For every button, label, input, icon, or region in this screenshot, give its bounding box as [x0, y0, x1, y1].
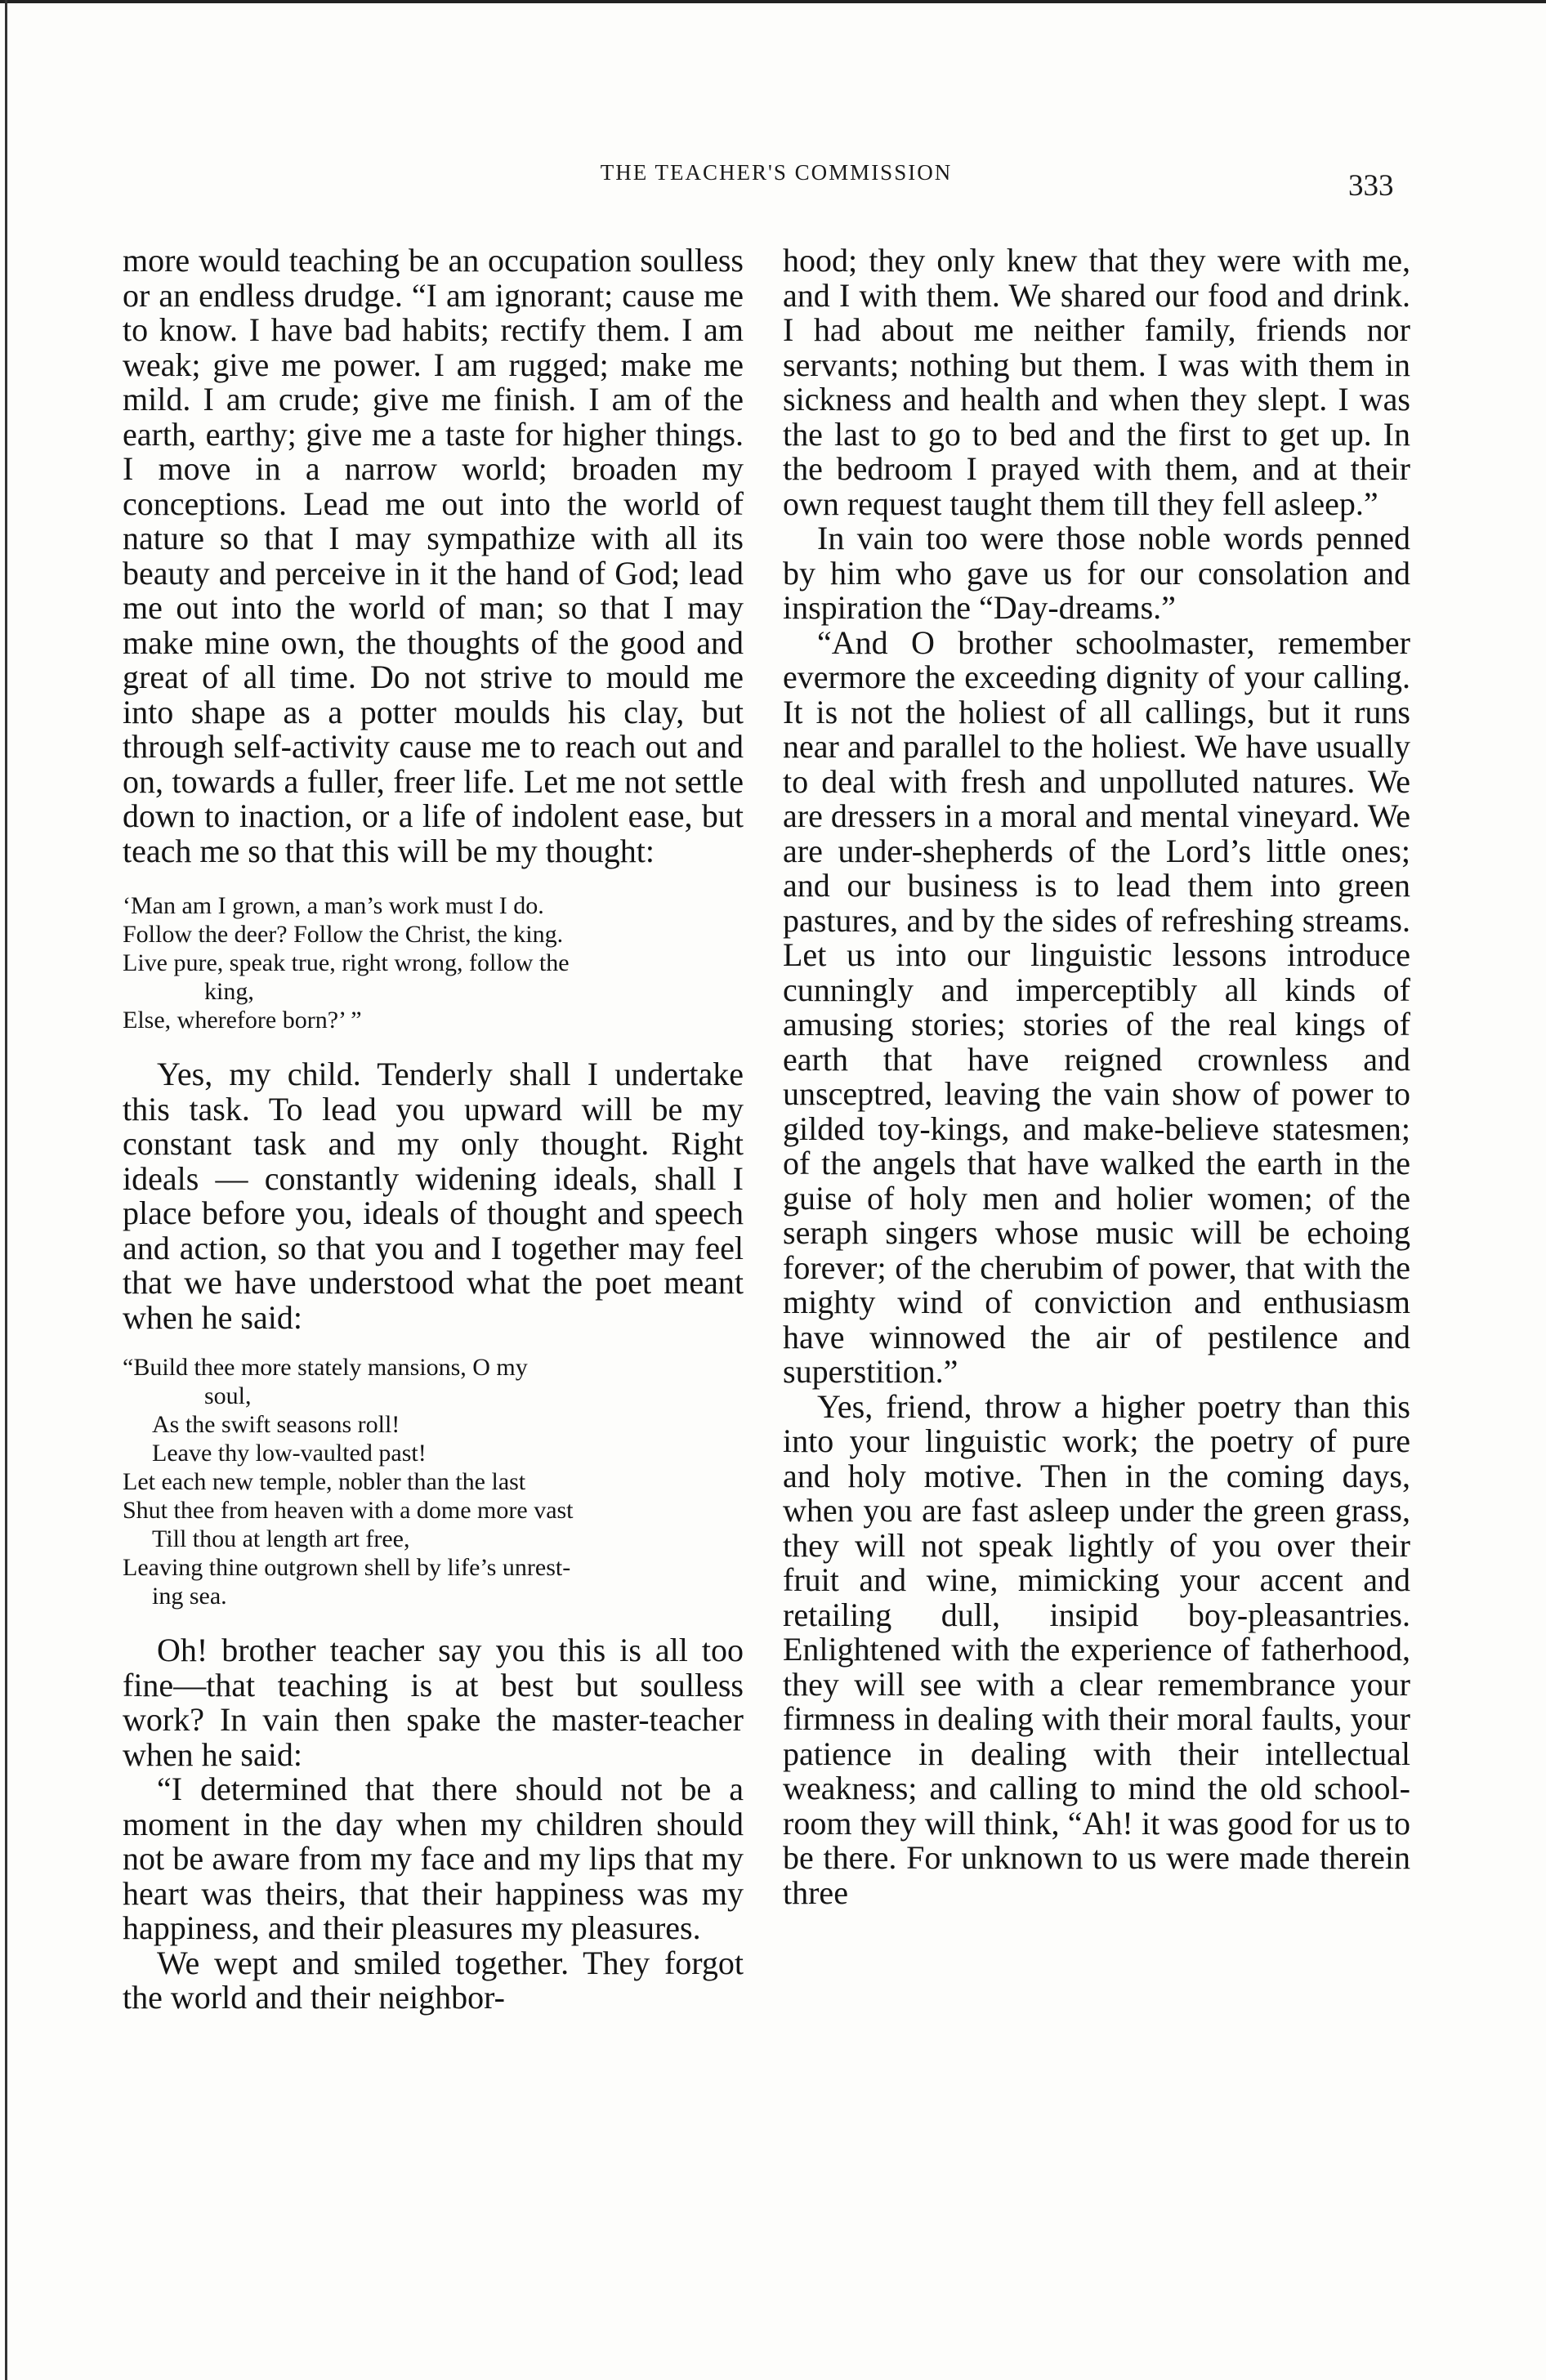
verse-line: “Build thee more stately mansions, O my — [123, 1354, 528, 1381]
verse-line: Follow the deer? Follow the Christ, the king. — [123, 921, 564, 948]
paragraph: hood; they only knew that they were with me, and I with them. We shared our food and drink. I had about me neither family, friends nor servants; nothing but them. I was with them in sickness and health and when they slept. I was the last to go to bed and the first to get up. In the bedroom I prayed with them, and at their own request taught them till they fell asleep.” — [783, 242, 1410, 522]
right-column — [783, 243, 1410, 1910]
verse-line: Leaving thine outgrown shell by life’s unrest- — [123, 1554, 571, 1581]
verse-line: ‘Man am I grown, a man’s work must I do. — [123, 892, 544, 919]
paragraph: “And O brother schoolmaster, remember evermore the exceeding dignity of your calling. It is not the holiest of all callings, but it runs near and parallel to the holiest. We have usually to deal with fresh and unpolluted natures. We are dressers in a moral and mental vineyard. We are under-shepherds of the Lord’s little ones; and our business is to lead them into green pastures, and by the sides of refreshing streams. Let us into our linguistic lessons introduce cunningly and imperceptibly all kinds of amusing stories; stories of the real kings of earth that have reigned crownless and unsceptred, leaving the vain show of power to gilded toy-kings, and make-believe statesmen; of the angels that have walked the earth in the guise of holy men and holier women; of the seraph singers whose music will be echoing forever; of the cherubim of power, that with the mighty wind of conviction and enthusiasm have winnowed the air of pestilence and superstition.” — [783, 623, 1410, 1390]
verse-line: king, — [204, 978, 254, 1005]
verse-line: ing sea. — [152, 1583, 227, 1610]
left-binding-edge — [5, 0, 7, 2380]
verse-line: Live pure, speak true, right wrong, follow the — [123, 949, 570, 976]
verse-line: As the swift seasons roll! — [152, 1411, 400, 1438]
verse-line: Else, wherefore born?’ ” — [123, 1007, 362, 1034]
verse-line: Leave thy low-vaulted past! — [152, 1440, 427, 1467]
page-number: 333 — [1348, 169, 1394, 203]
paragraph: Yes, my child. Tenderly shall I undertake this task. To lead you upward will be my constant task and my only thought. Right ideals — constantly widening ideals, shall I place before you, ideals of thought and speech and action, so that you and I together may feel that we have understood what the poet meant when he said: — [123, 1056, 744, 1336]
left-column — [123, 243, 744, 2016]
verse-quote — [123, 1353, 744, 1610]
paragraph: “I determined that there should not be a moment in the day when my children should not be aware from my face and my lips that my heart was theirs, that their happiness was my happiness, and their pleasures my pleasures. — [123, 1770, 744, 1946]
verse-line: Let each new temple, nobler than the last — [123, 1468, 526, 1495]
verse-line: soul, — [204, 1382, 252, 1409]
paragraph: more would teaching be an occupation soulless or an endless drudge. “I am ignorant; cause me to know. I have bad habits; rectify them. I am weak; give me power. I am rugged; make me mild. I am crude; give me finish. I am of the earth, earthy; give me a taste for higher things. I move in a narrow world; broaden my conceptions. Lead me out into the world of nature so that I may sympathize with all its beauty and perceive in it the hand of God; lead me out into the world of man; so that I may make mine own, the thoughts of the good and great of all time. Do not strive to mould me into shape as a potter moulds his clay, but through self-activity cause me to reach out and on, towards a fuller, freer life. Let me not settle down to inaction, or a life of indolent ease, but teach me so that this will be my thought: — [123, 242, 744, 869]
top-edge-rule — [0, 0, 1546, 3]
verse-quote — [123, 891, 744, 1034]
paragraph: In vain too were those noble words penned by him who gave us for our consolation and inspiration the “Day-dreams.” — [783, 520, 1410, 626]
paragraph: We wept and smiled together. They forgot the world and their neighbor- — [123, 1944, 744, 2016]
running-title: THE TEACHER'S COMMISSION — [600, 160, 953, 185]
verse-line: Till thou at length art free, — [152, 1525, 410, 1552]
paragraph: Yes, friend, throw a higher poetry than this into your linguistic work; the poetry of pure and holy motive. Then in the coming days, when you are fast asleep under the green grass, they will not speak lightly of you over their fruit and wine, mimicking your accent and retailing dull, insipid boy-pleasantries. Enlightened with the experience of fatherhood, they will see with a clear remembrance your firmness in dealing with their moral faults, your patience in dealing with their intellectual weakness; and calling to mind the old school-room they will think, “Ah! it was good for us to be there. For unknown to us were made therein three — [783, 1387, 1410, 1911]
verse-line: Shut thee from heaven with a dome more vast — [123, 1497, 574, 1524]
paragraph: Oh! brother teacher say you this is all too fine—that teaching is at best but soulless work? In vain then spake the master-teacher when he said: — [123, 1632, 744, 1773]
